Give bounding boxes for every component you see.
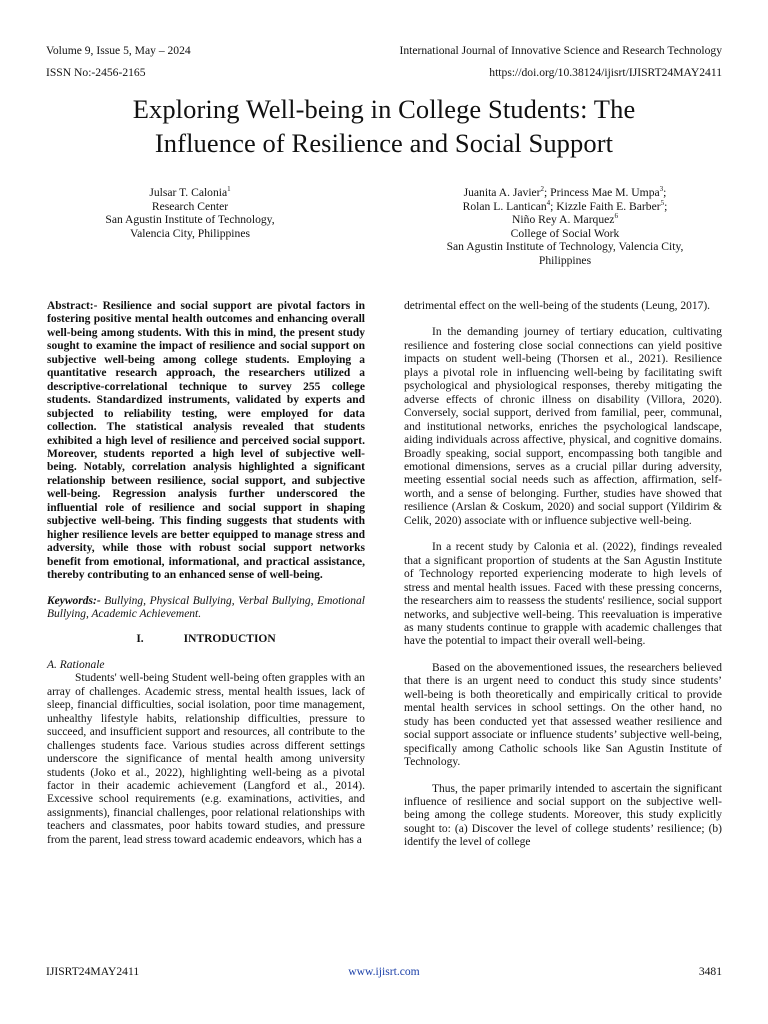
- author-1-name: Julsar T. Calonia: [149, 186, 228, 199]
- subsection-heading: A. Rationale: [47, 658, 105, 671]
- journal-name: International Journal of Innovative Science and Research Technology: [399, 44, 722, 57]
- footer-website-link[interactable]: www.ijisrt.com: [348, 965, 420, 978]
- abstract-label: Abstract:-: [47, 300, 98, 312]
- author-block-right: [400, 186, 730, 267]
- author-2-name: Juanita A. Javier: [463, 186, 541, 199]
- author-affiliation: Philippines: [538, 253, 592, 267]
- left-column: [47, 300, 365, 847]
- section-heading: [47, 633, 365, 646]
- body-paragraph: Thus, the paper primarily intended to ascertain the significant influence of resilience and social support on the subjective well-being among the college students. Moreover, this study explicitly sought to: (a) Discover the level of college students’ resilience; (b) identify the level of college: [404, 782, 722, 849]
- separator: ;: [663, 186, 667, 199]
- body-paragraph: detrimental effect on the well-being of the students (Leung, 2017).: [404, 300, 711, 312]
- author-5-name: ; Kizzle Faith E. Barber: [550, 199, 661, 213]
- body-paragraph: In the demanding journey of tertiary education, cultivating resilience and fostering close social connections can yield positive impacts on student well-being (Thorsen et al., 2021). Resilience plays a pivotal role in influencing well-being by facilitating swift psychological and physiological responses, thereby mitigating the adverse effects of chronic illness on disability (Villora, 2020). Conversely, social support, derived from familial, peer, communal, and institutional networks, enriches the psychological landscape, aiding individuals across affective, physical, and cognitive domains. Broadly speaking, social support, encompassing both tangible and emotional dimensions, serves as a crucial pillar during adversity, meeting essential social needs such as affection, affirmation, self-worth, and a sense of belonging. Further, studies have showed that resilience (Arslan & Coskum, 2020) and social support (Yildirim & Celik, 2020) associate with or influence subjective well-being.: [404, 326, 722, 527]
- section-number: I.: [136, 633, 144, 646]
- author-4-sup: 4: [546, 198, 551, 207]
- author-affiliation: San Agustin Institute of Technology, Valencia City,: [446, 240, 684, 253]
- separator: ;: [664, 199, 668, 213]
- author-1-sup: 1: [227, 185, 231, 194]
- body-paragraph: Based on the abovementioned issues, the researchers believed that there is an urgent need to conduct this study since students’ well-being is both theoretically and empirically critical to provide mental health services in school settings. On the other hand, no study has been conducted yet that assessed weather resilience and social support associate or influence students’ subjective well-being, specifically among Catholic schools like San Agustin Institute of Technology.: [404, 661, 722, 769]
- author-line-3: [400, 213, 730, 227]
- section-title: INTRODUCTION: [183, 633, 276, 646]
- abstract-text: Resilience and social support are pivotal factors in fostering positive mental health outcomes and enhancing overall well-being among students. With this in mind, the present study sought to examine the impact of resilience and social support on subjective well-being among college students. Employing a quantitative research approach, the researchers utilized a descriptive-correlational technique to survey 255 college students. Standardized instruments, validated by experts and subjected to reliability testing, were employed for data collection. The statistical analysis revealed that students exhibited a high level of resilience and perceived social support. Moreover, students reported a high level of subjective well-being. Notably, correlation analysis highlighted a significant relationship between resilience, social support, and subjective well-being. Regression analysis further underscored the influential role of resilience and social support in shaping subjective well-being. This finding suggests that students with higher resilience levels are better equipped to manage stress and adversity, while those with robust social support networks benefit from emotional, informational, and practical assistance, thereby contributing to an enhanced sense of well-being.: [47, 300, 365, 582]
- author-affiliation: San Agustin Institute of Technology,: [105, 213, 275, 226]
- paper-title: [40, 92, 728, 160]
- doi-link[interactable]: https://doi.org/10.38124/ijisrt/IJISRT24MAY2411: [489, 66, 722, 79]
- author-name: [60, 186, 320, 200]
- volume-info: Volume 9, Issue 5, May – 2024: [46, 44, 191, 57]
- page-number: 3481: [698, 965, 722, 978]
- author-line-1: [400, 186, 730, 200]
- keywords-text: Bullying, Physical Bullying, Verbal Bullying, Emotional Bullying, Academic Achievement.: [47, 594, 365, 620]
- author-block-left: [60, 186, 320, 240]
- author-3-name: ; Princess Mae M. Umpa: [544, 186, 660, 199]
- author-affiliation: Research Center: [151, 199, 229, 213]
- author-line-2: [400, 200, 730, 214]
- author-affiliation: Valencia City, Philippines: [129, 226, 250, 240]
- body-paragraph: Students' well-being Student well-being often grapples with an array of challenges. Academic stress, mental health issues, lack of sleep, financial difficulties, social isolation, poor time management, unhealthy lifestyle habits, relationship difficulties, pressure to succeed, and insufficient support and resources, all contribute to the challenges students face. Various studies across different settings underscore the significance of mental health among university students (Joko et al., 2022), highlighting well-being as a pivotal factor in their academic achievement (Langford et al., 2014). Excessive school requirements (e.g. examinations, activities, and assignments), financial challenges, poor relational relationships with teachers and classmates, poor habits toward studies, and pressure from the parent, lead stress toward academic endeavors, which has a: [47, 672, 365, 846]
- title-line-2: Influence of Resilience and Social Support: [154, 128, 614, 158]
- issn: ISSN No:-2456-2165: [46, 66, 146, 79]
- author-affiliation: College of Social Work: [510, 226, 620, 240]
- title-line-1: Exploring Well-being in College Students: The: [132, 94, 636, 124]
- footer-article-id: IJISRT24MAY2411: [46, 965, 140, 978]
- author-5-sup: 5: [660, 198, 665, 207]
- author-2-sup: 2: [540, 185, 545, 194]
- body-paragraph: In a recent study by Calonia et al. (2022), findings revealed that a significant proportion of students at the San Agustin Institute of Technology reported experiencing moderate to high levels of stress and mental health issues. Faced with these pressing concerns, the researchers aim to reassess the students' resilience, social support networks, and subjective well-being. This reevaluation is imperative as many students continue to grapple with academic challenges that have the potential to impact their overall well-being.: [404, 541, 722, 648]
- author-3-sup: 3: [659, 185, 664, 194]
- keywords-label: Keywords:-: [47, 594, 101, 607]
- right-column: [404, 300, 722, 850]
- author-4-name: Rolan L. Lantican: [462, 199, 547, 213]
- author-6-name: Niño Rey A. Marquez: [512, 213, 615, 226]
- abstract: [47, 300, 365, 583]
- keywords: [47, 595, 365, 622]
- author-6-sup: 6: [614, 212, 618, 221]
